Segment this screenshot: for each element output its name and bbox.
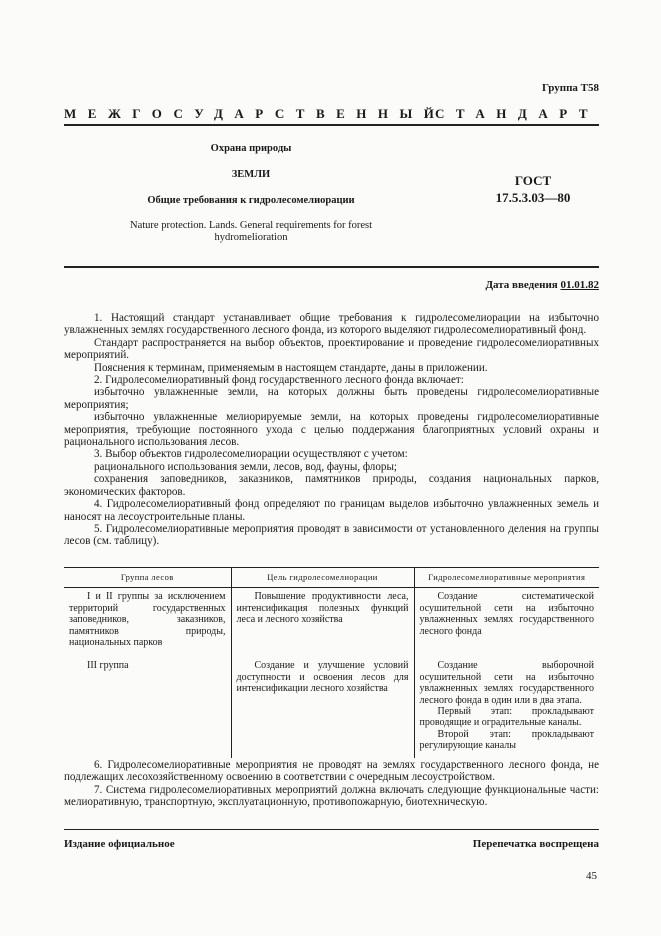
paragraph: 6. Гидролесомелиоративные мероприятия не проводят на землях государственного лесного фонда, не подлежащих лесохозяйственному освоению в соответствии с очередным лесоустройством. <box>64 759 599 784</box>
header-rule <box>64 124 599 126</box>
cell-text: Создание и улучшение условий доступности и освоения лесов для интенсификации лесного хозяйства <box>236 660 409 695</box>
table-cell <box>231 657 414 757</box>
paragraph: Стандарт распространяется на выбор объектов, проектирование и проведение гидролесомелиоративных мероприятий. <box>64 336 599 362</box>
cell-text: Первый этап: прокладывают проводящие и оградительные каналы. <box>419 706 594 729</box>
paragraph: 4. Гидролесомелиоративный фонд определяют по границам выделов избыточно увлажненных земель и наносят на лесоустроительные планы. <box>64 498 599 523</box>
cell-text: Создание систематической осушительной сети на избыточно увлажненных землях государственного лесного фонда <box>419 591 594 637</box>
main-text-bottom <box>64 759 599 809</box>
title-line-2: ЗЕМЛИ <box>231 169 271 180</box>
paragraph: 7. Система гидролесомелиоративных мероприятий должна включать следующие функциональные части: мелиоративную, транспортную, эксплуатационную, противопожарную, биотехническую. <box>64 783 599 809</box>
paragraph: избыточно увлажненные мелиорируемые земли, на которых проведены гидролесомелиоративные мероприятия, требующие постоянного ухода с целью поддержания благоприятных условий охраны и рационального использования лесов. <box>64 411 599 449</box>
cell-text: Второй этап: прокладывают регулирующие каналы <box>419 728 594 752</box>
cell-text: I и II группы за исключением территорий государственных заповедников, заказников, памятников природы, национальных парков <box>69 591 226 649</box>
table-row <box>64 657 599 757</box>
cell-text: III группа <box>87 660 129 672</box>
table-header-row <box>64 568 599 588</box>
table-cell <box>414 588 599 658</box>
paragraph: 3. Выбор объектов гидролесомелиорации осуществляют с учетом: <box>94 448 408 461</box>
main-text-top <box>64 312 599 548</box>
reprint-prohibited-note: Перепечатка воспрещена <box>472 838 599 850</box>
table-cell <box>64 657 231 757</box>
standard-type-right: СТАНДАРТ <box>434 106 599 121</box>
english-title: Nature protection. Lands. General requirements for forest hydromelioration <box>130 220 372 243</box>
table-cell <box>231 588 414 658</box>
page-number: 45 <box>586 870 597 882</box>
footer-rule <box>64 829 599 830</box>
standard-type-left: МЕЖГОСУДАРСТВЕННЫЙ <box>64 106 446 121</box>
official-edition-note: Издание официальное <box>64 838 175 850</box>
table-cell <box>414 657 599 757</box>
paragraph: рационального использования земли, лесов, вод, фауны, флоры; <box>94 460 397 473</box>
gost-designation <box>478 172 588 206</box>
paragraph: избыточно увлажненные земли, на которых должны быть проведены гидролесомелиоративные мероприятия; <box>64 386 599 411</box>
table-header-cell: Цель гидролесомелиорации <box>231 568 414 588</box>
measures-table-wrap <box>64 567 599 758</box>
table-row <box>64 588 599 658</box>
paragraph: Пояснения к терминам, применяемым в настоящем стандарте, даны в приложении. <box>94 361 488 374</box>
paragraph: 2. Гидролесомелиоративный фонд государственного лесного фонда включает: <box>94 374 464 387</box>
gost-label: ГОСТ <box>514 173 552 188</box>
table-header-cell: Гидролесомелиоративные мероприятия <box>414 568 599 588</box>
measures-table <box>64 567 599 758</box>
title-line-3: Общие требования к гидролесомелиорации <box>147 195 355 206</box>
paragraph: сохранения заповедников, заказников, памятников природы, создания национальных парков, экономических факторов. <box>64 473 599 498</box>
cell-text: Повышение продуктивности леса, интенсификация полезных функций леса и лесного хозяйства <box>236 591 409 626</box>
introduction-date <box>485 279 599 291</box>
gost-number: 17.5.3.03—80 <box>495 190 571 205</box>
paragraph: 5. Гидролесомелиоративные мероприятия проводят в зависимости от установленного деления на группы лесов (см. таблицу). <box>64 522 599 548</box>
table-cell <box>64 588 231 658</box>
cell-text: Создание выборочной осушительной сети на избыточно увлажненных землях государственного лесного фонда в один или в два этапа. <box>419 660 594 706</box>
date-value: 01.01.82 <box>560 279 599 291</box>
group-code: Группа Т58 <box>541 82 599 94</box>
title-rule <box>64 266 599 268</box>
paragraph: 1. Настоящий стандарт устанавливает общие требования к гидролесомелиорации на избыточно увлажненных землях государственного лесного фонда, из которого выделяют гидролесомелиоративный фонд. <box>64 312 599 337</box>
table-header-cell: Группа лесов <box>64 568 231 588</box>
title-line-1: Охрана природы <box>210 143 292 154</box>
date-label: Дата введения <box>485 279 558 291</box>
